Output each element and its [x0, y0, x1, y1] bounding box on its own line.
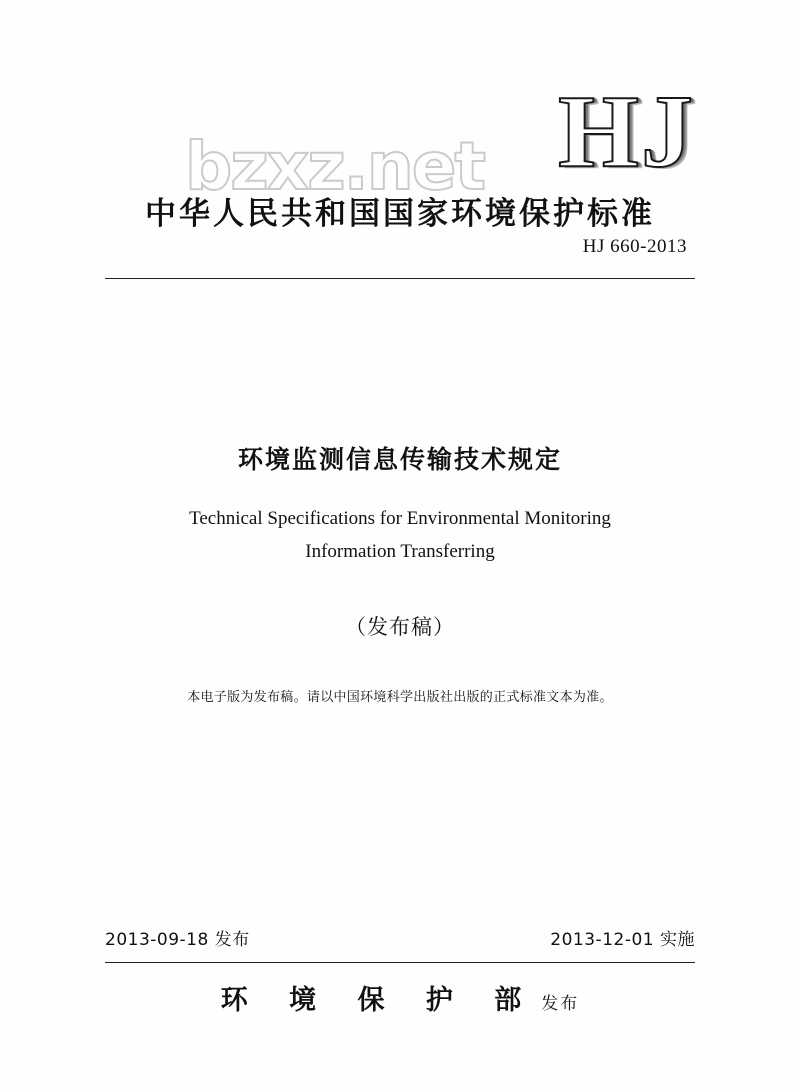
publisher-block: [105, 978, 695, 1017]
standard-number: HJ 660-2013: [582, 236, 687, 257]
title-chinese: 环境监测信息传输技术规定: [237, 445, 562, 474]
footer-divider: [105, 962, 695, 963]
title-english-line-2: Information Transferring: [305, 541, 495, 563]
organization-title: 中华人民共和国国家环境保护标准: [145, 196, 655, 232]
issue-date: 2013-09-18 发布: [105, 930, 250, 950]
hj-logo: HJ: [558, 74, 695, 189]
title-block: [100, 440, 700, 705]
header-block: [105, 70, 695, 280]
draft-status-label: （发布稿）: [345, 614, 455, 639]
footer-dates: [105, 925, 695, 950]
watermark-text: bzxz.net: [185, 128, 485, 205]
title-english-line-1: Technical Specifications for Environmental Monitoring: [189, 508, 611, 529]
electronic-version-notice: 本电子版为发布稿。请以中国环境科学出版社出版的正式标准文本为准。: [187, 689, 613, 705]
header-divider: [105, 278, 695, 279]
effective-date: 2013-12-01 实施: [550, 930, 695, 950]
publisher-verb: 发布: [541, 994, 580, 1014]
publisher-organization: 环 境 保 护 部: [220, 985, 538, 1016]
